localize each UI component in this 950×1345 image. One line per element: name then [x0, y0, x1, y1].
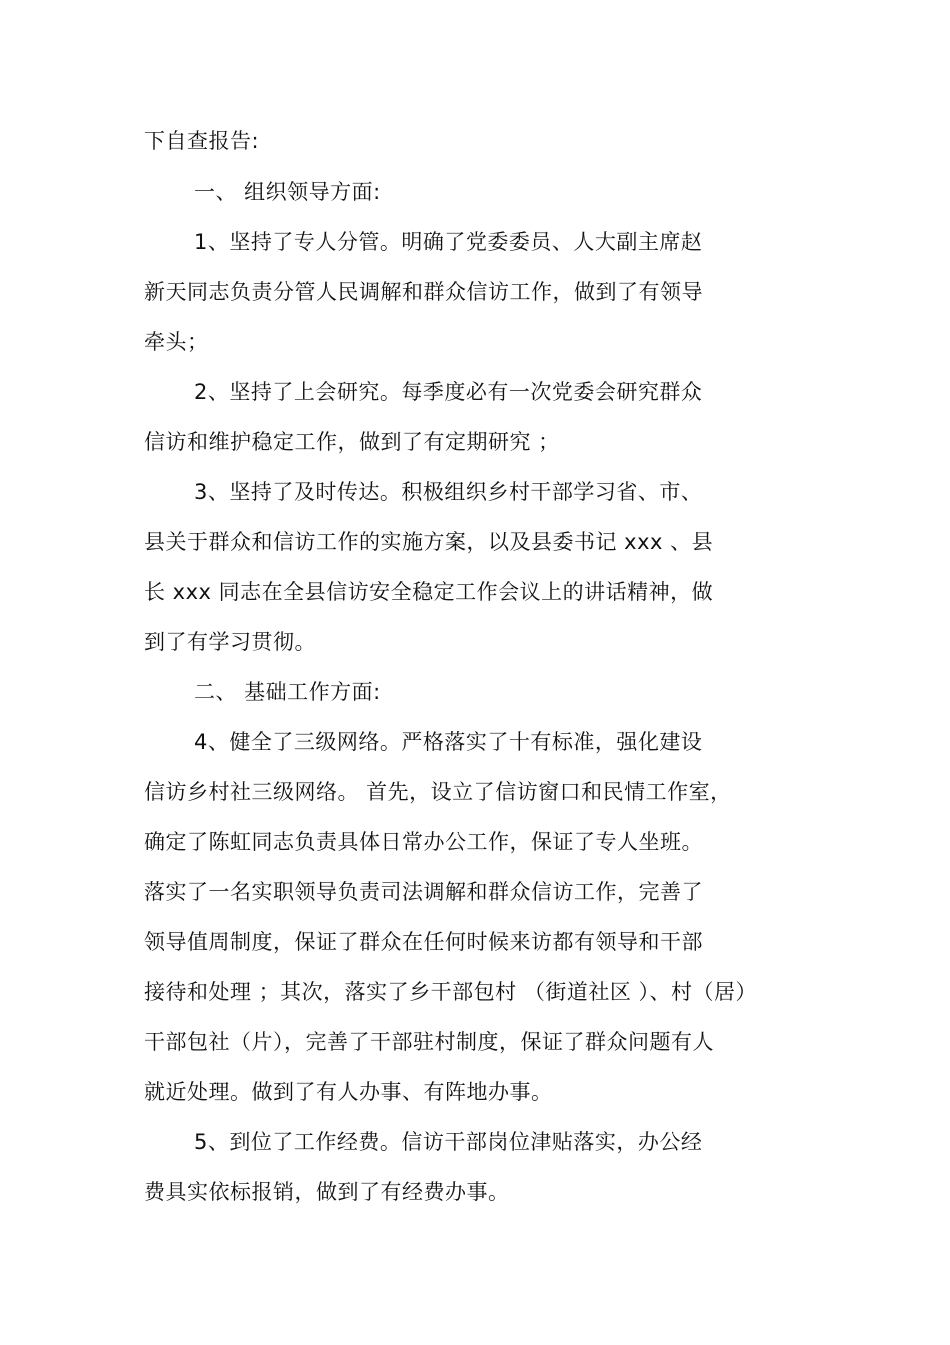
text-line-5: 牵头；	[144, 330, 209, 354]
text-line-15: 确定了陈虹同志负责具体日常办公工作，保证了专人坐班。	[144, 830, 703, 854]
text-line-6: 2、坚持了上会研究。每季度必有一次党委会研究群众	[194, 380, 703, 404]
section-heading-2: 二、 基础工作方面:	[194, 680, 381, 704]
text-line-16: 落实了一名实职领导负责司法调解和群众信访工作，完善了	[144, 880, 703, 904]
text-line-18: 接待和处理 ；其次，落实了乡干部包村 （街道社区 ）、村（居）	[144, 980, 758, 1004]
text-line-13: 4、健全了三级网络。严格落实了十有标准，强化建设	[194, 730, 703, 754]
text-line-4: 新天同志负责分管人民调解和群众信访工作，做到了有领导	[144, 280, 703, 304]
text-line-3: 1、坚持了专人分管。明确了党委委员、人大副主席赵	[194, 230, 703, 254]
text-line-19: 干部包社（片），完善了干部驻村制度，保证了群众问题有人	[144, 1030, 714, 1054]
text-line-14: 信访乡村社三级网络。 首先，设立了信访窗口和民情工作室，	[144, 780, 732, 804]
text-line-10: 长 xxx 同志在全县信访安全稳定工作会议上的讲话精神，做	[144, 580, 714, 604]
text-line-7: 信访和维护稳定工作，做到了有定期研究 ；	[144, 430, 560, 454]
text-line-20: 就近处理。做到了有人办事、有阵地办事。	[144, 1080, 553, 1104]
text-line-17: 领导值周制度，保证了群众在任何时候来访都有领导和干部	[144, 930, 703, 954]
text-line-8: 3、坚持了及时传达。积极组织乡村干部学习省、市、	[194, 480, 703, 504]
section-heading-1: 一、 组织领导方面:	[194, 180, 381, 204]
text-line-22: 费具实依标报销，做到了有经费办事。	[144, 1180, 510, 1204]
text-line-9: 县关于群众和信访工作的实施方案，以及县委书记 xxx 、县	[144, 530, 714, 554]
text-line-11: 到了有学习贯彻。	[144, 630, 316, 654]
text-line-1: 下自查报告:	[144, 129, 260, 153]
text-line-21: 5、到位了工作经费。信访干部岗位津贴落实，办公经	[194, 1130, 703, 1154]
